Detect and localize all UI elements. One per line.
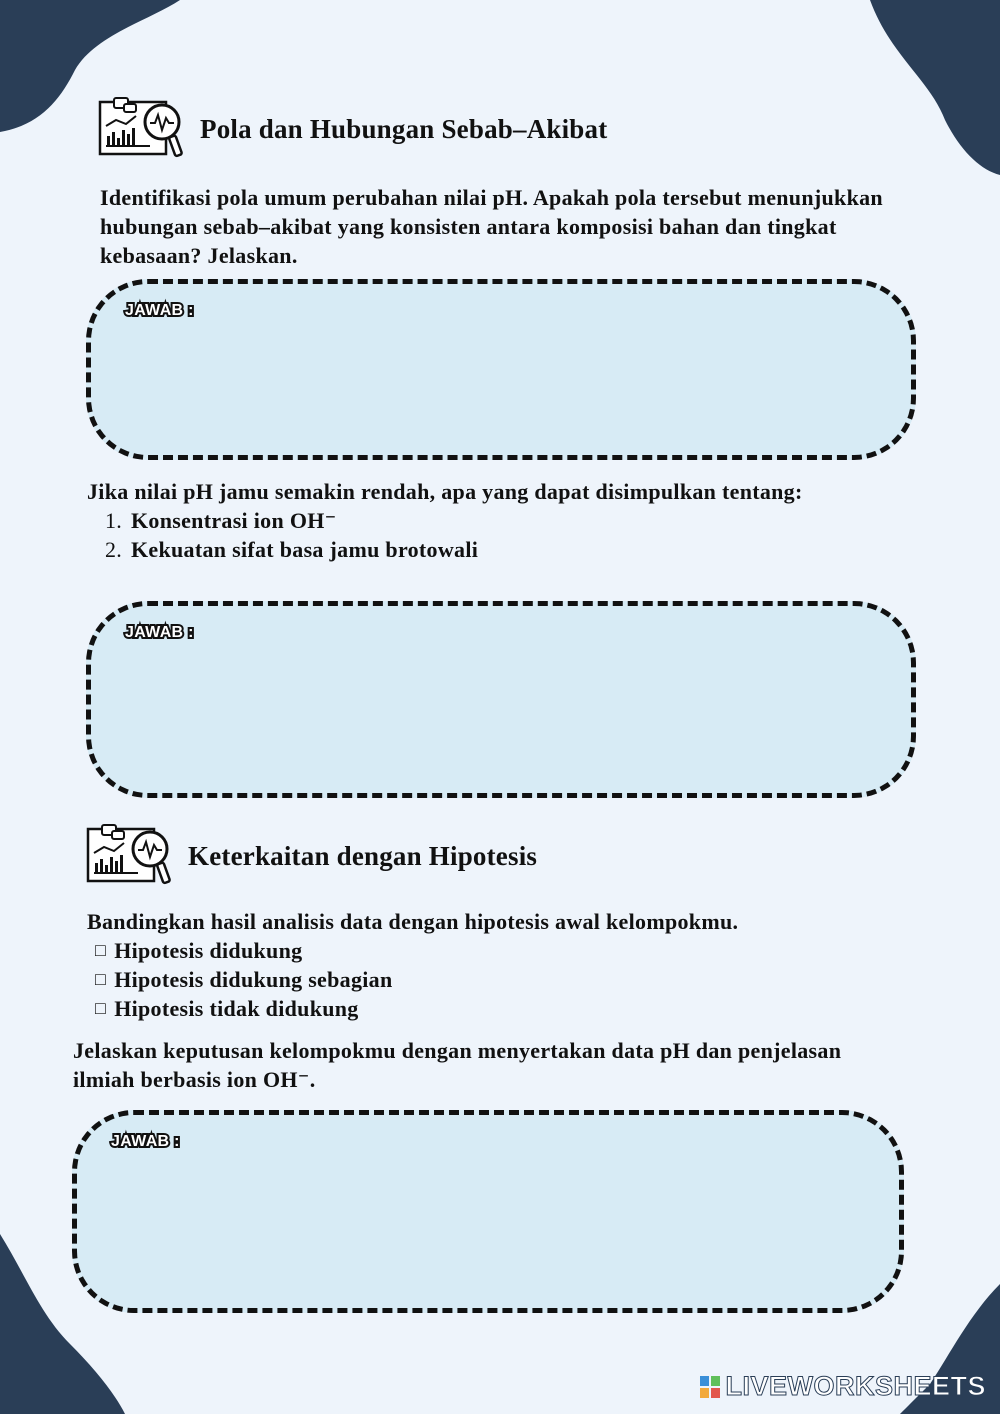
section-header-hipotesis — [86, 823, 537, 889]
liveworksheets-brand — [699, 1371, 986, 1402]
question-hipotesis — [87, 907, 937, 1023]
checkbox-icon[interactable]: □ — [95, 998, 107, 1018]
explain-instruction — [73, 1036, 873, 1094]
question-pola — [100, 183, 915, 270]
list-text: Konsentrasi ion OH⁻ — [131, 508, 337, 533]
data-analysis-icon — [98, 96, 186, 162]
question-text: Jika nilai pH jamu semakin rendah, apa yang dapat disimpulkan tentang: — [87, 479, 803, 504]
option-hipotesis-didukung[interactable] — [95, 936, 937, 965]
list-number: 2. — [105, 537, 123, 562]
list-number: 1. — [105, 508, 123, 533]
liveworksheets-logo-icon — [699, 1375, 721, 1399]
answer-label: JAWAB : — [111, 1133, 180, 1150]
option-hipotesis-sebagian[interactable] — [95, 965, 937, 994]
answer-box-2 — [86, 601, 916, 798]
question-ph — [87, 477, 867, 564]
option-label: Hipotesis didukung — [114, 938, 303, 963]
list-item — [105, 535, 867, 564]
checkbox-icon[interactable]: □ — [95, 969, 107, 989]
option-label: Hipotesis didukung sebagian — [114, 967, 393, 992]
answer-label: JAWAB : — [125, 624, 194, 641]
answer-input-2[interactable] — [121, 650, 881, 773]
option-label: Hipotesis tidak didukung — [114, 996, 359, 1021]
corner-decoration-top-right — [830, 0, 1000, 180]
question-text: Identifikasi pola umum perubahan nilai pH. Apakah pola tersebut menunjukkan hubungan sebab–akibat yang konsisten antara komposisi bahan dan tingkat kebasaan? Jelaskan. — [100, 185, 883, 268]
question-text: Bandingkan hasil analisis data dengan hipotesis awal kelompokmu. — [87, 909, 739, 934]
section-title: Pola dan Hubungan Sebab–Akibat — [200, 113, 608, 144]
explain-text: Jelaskan keputusan kelompokmu dengan menyertakan data pH dan penjelasan ilmiah berbasis ion OH⁻. — [73, 1038, 842, 1092]
section-header-pola — [98, 96, 607, 162]
section-title: Keterkaitan dengan Hipotesis — [188, 840, 538, 871]
answer-label: JAWAB : — [125, 302, 194, 319]
list-item — [105, 506, 867, 535]
option-hipotesis-tidak[interactable] — [95, 994, 937, 1023]
checkbox-icon[interactable]: □ — [95, 940, 107, 960]
answer-box-3 — [72, 1110, 904, 1313]
answer-input-1[interactable] — [121, 328, 881, 435]
brand-name: LIVEWORKSHEETS — [725, 1371, 986, 1401]
data-analysis-icon — [86, 823, 174, 889]
answer-box-1 — [86, 279, 916, 460]
answer-input-3[interactable] — [107, 1159, 869, 1288]
list-text: Kekuatan sifat basa jamu brotowali — [131, 537, 479, 562]
